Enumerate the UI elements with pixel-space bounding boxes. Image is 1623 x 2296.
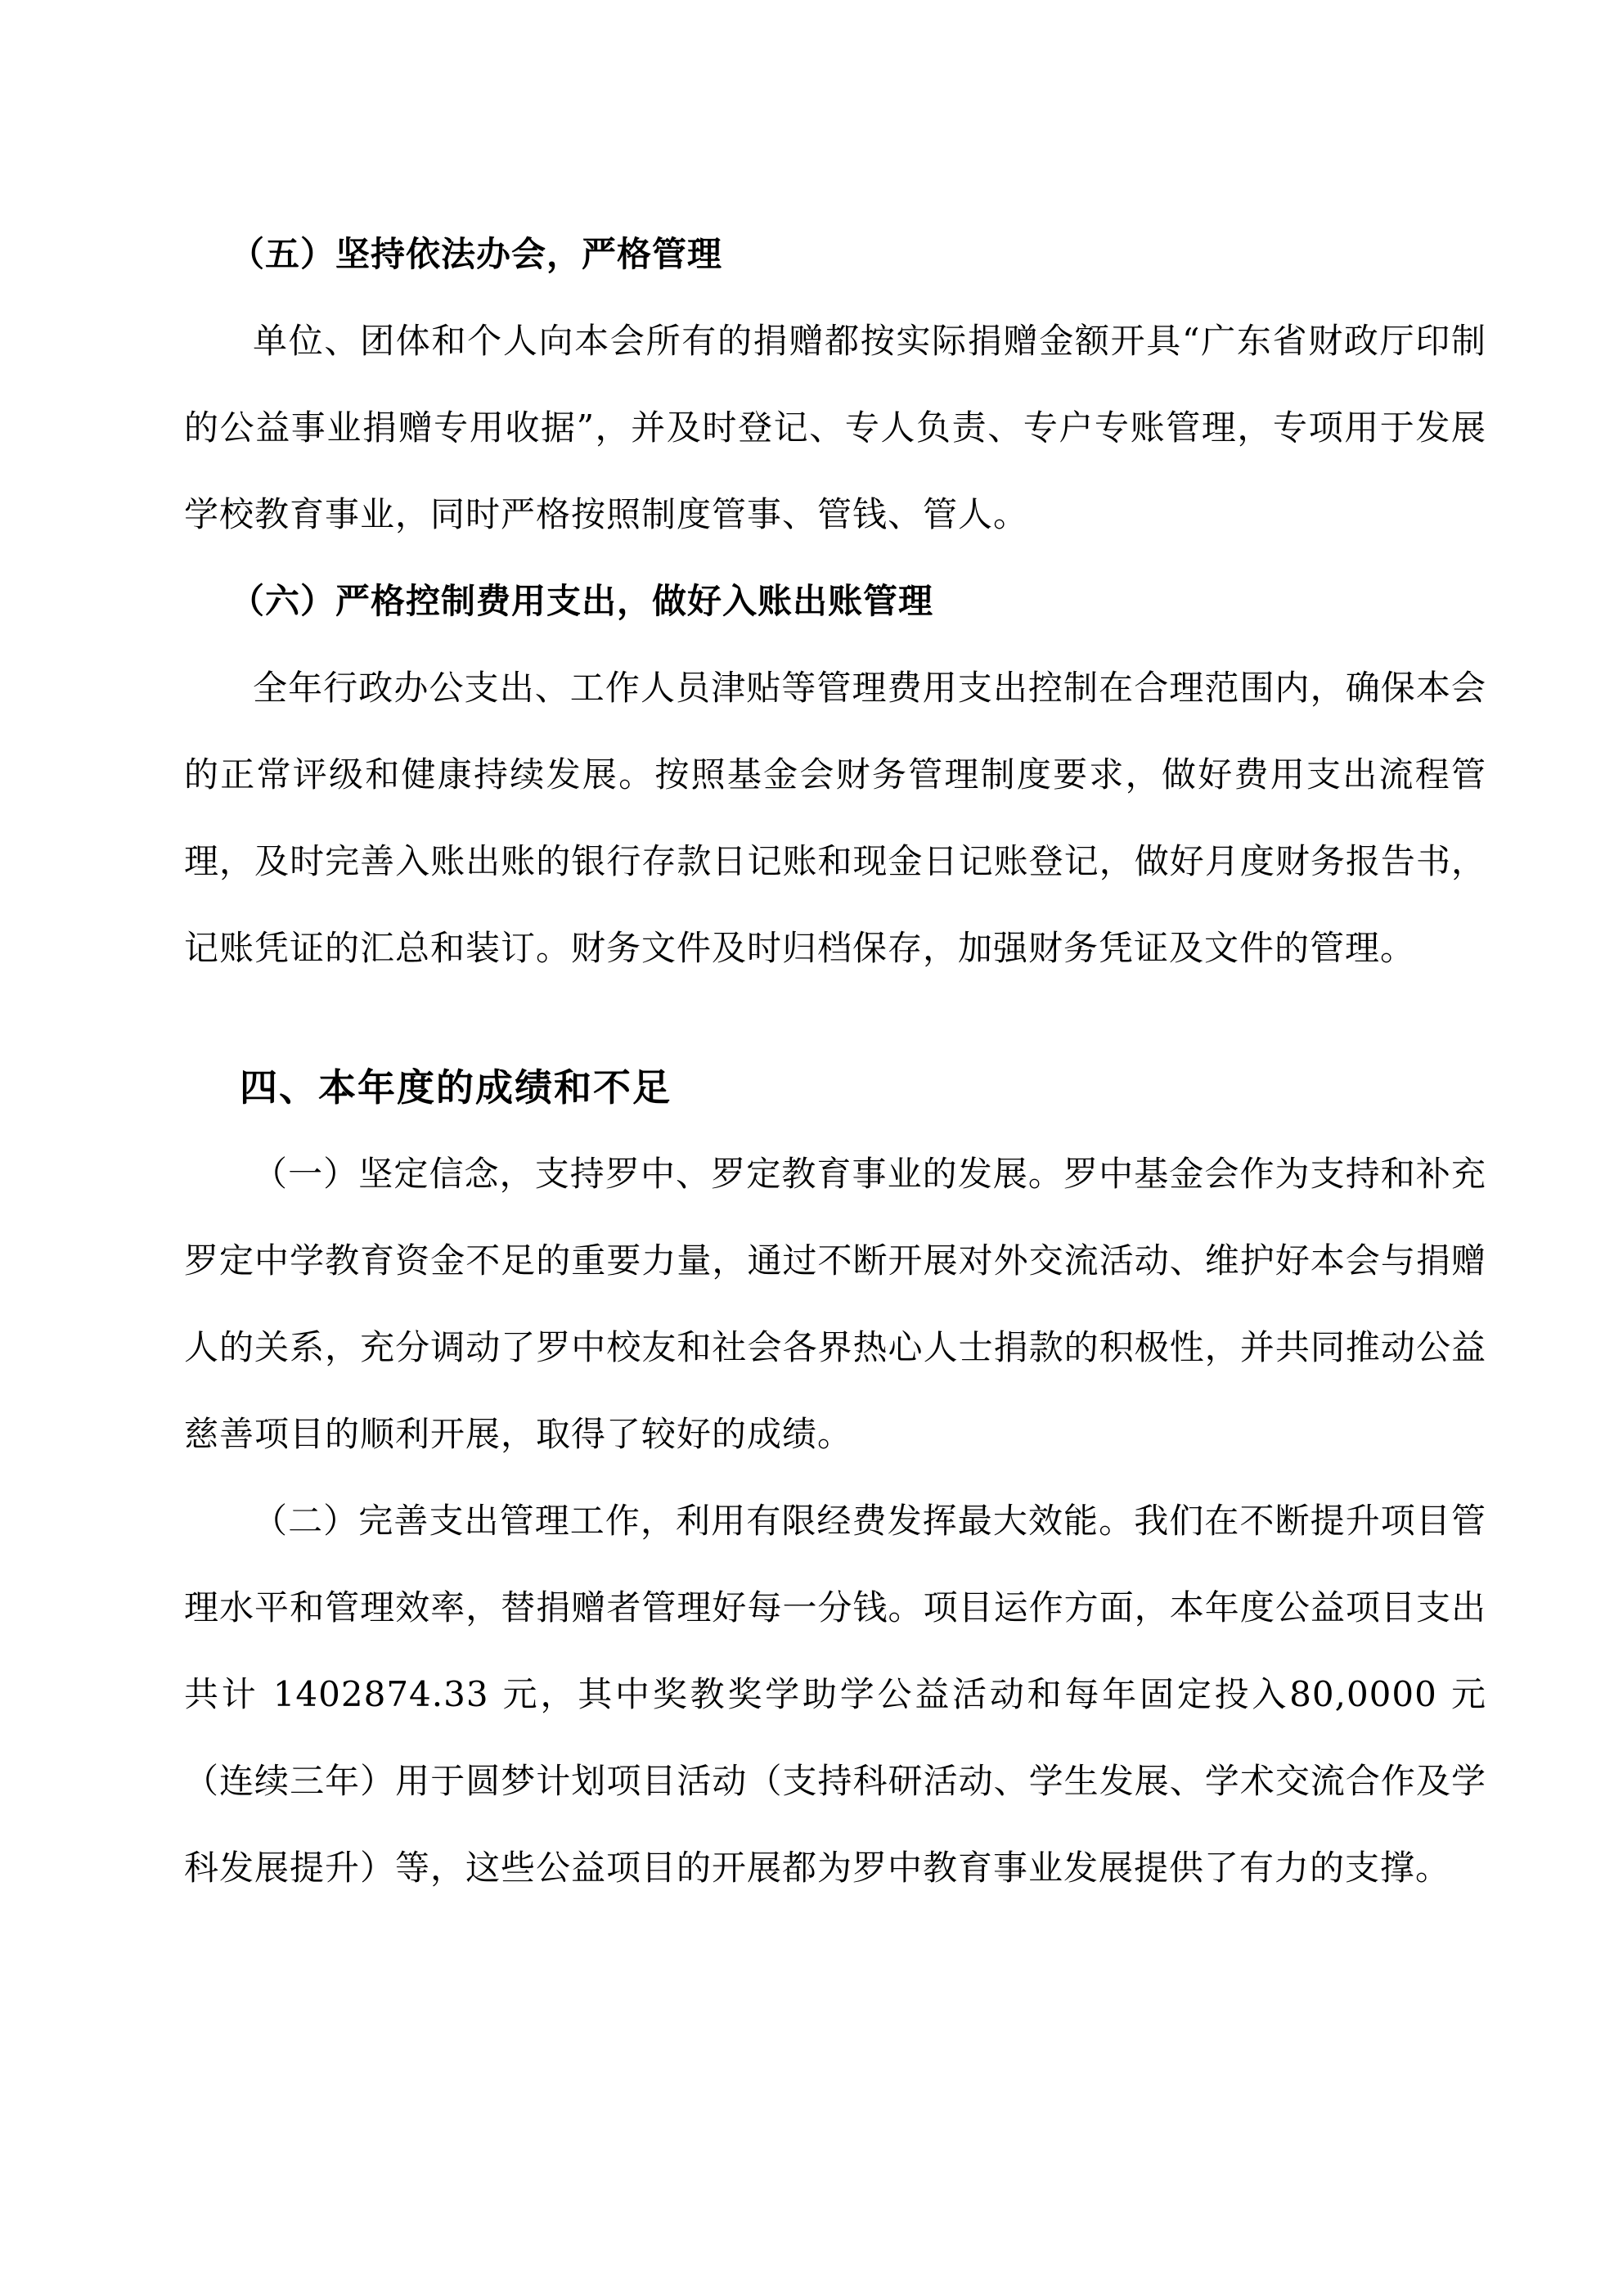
paragraph-achievement-1: （一）坚定信念，支持罗中、罗定教育事业的发展。罗中基金会作为支持和补充罗定中学教育资金不足的重要力量，通过不断开展对外交流活动、维护好本会与捐赠人的关系，充分调动了罗中校友和社会各界热心人士捐款的积极性，并共同推动公益慈善项目的顺利开展，取得了较好的成绩。 xyxy=(184,1154,1486,1454)
document-body xyxy=(184,211,1486,1911)
paragraph-expense-control: 全年行政办公支出、工作人员津贴等管理费用支出控制在合理范围内，确保本会的正常评级和健康持续发展。按照基金会财务管理制度要求，做好费用支出流程管理，及时完善入账出账的银行存款日记账和现金日记账登记，做好月度财务报告书，记账凭证的汇总和装订。财务文件及时归档保存，加强财务凭证及文件的管理。 xyxy=(184,668,1486,968)
subheading-5: （五）坚持依法办会，严格管理 xyxy=(230,234,723,274)
subheading-6: （六）严格控制费用支出，做好入账出账管理 xyxy=(230,581,934,621)
paragraph-donation-management: 单位、团体和个人向本会所有的捐赠都按实际捐赠金额开具“广东省财政厅印制的公益事业捐赠专用收据”，并及时登记、专人负责、专户专账管理，专项用于发展学校教育事业，同时严格按照制度管事、管钱、管人。 xyxy=(184,321,1486,534)
paragraph-achievement-2: （二）完善支出管理工作，利用有限经费发挥最大效能。我们在不断提升项目管理水平和管理效率，替捐赠者管理好每一分钱。项目运作方面，本年度公益项目支出共计 1402874.33 元，其中奖教奖学助学公益活动和每年固定投入80,0000 元（连续三年）用于圆梦计划项目活动（支持科研活动、学生发展、学术交流合作及学科发展提升）等，这些公益项目的开展都为罗中教育事业发展提供了有力的支撑。 xyxy=(184,1501,1486,1888)
section-4-title: 四、本年度的成绩和不足 xyxy=(240,1065,672,1110)
